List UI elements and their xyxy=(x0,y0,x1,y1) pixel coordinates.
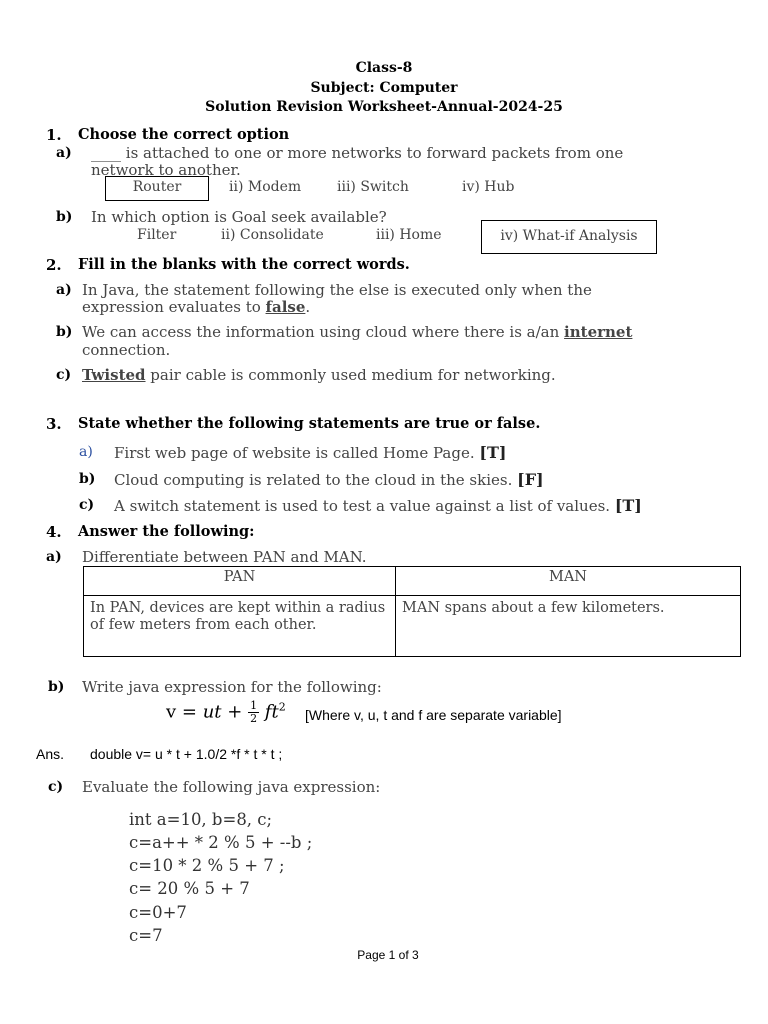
frac-num: 1 xyxy=(250,699,258,712)
q1b-option1: Filter xyxy=(137,227,177,243)
q1a-option4: iv) Hub xyxy=(462,179,515,195)
ans-label: Ans. xyxy=(36,746,65,762)
q1a-option2: ii) Modem xyxy=(229,179,302,195)
q2b-answer: internet xyxy=(564,323,633,341)
table-cell-man: MAN spans about a few kilometers. xyxy=(396,596,741,657)
q1a-text-line1: is attached to one or more networks to forward packets from one xyxy=(121,144,624,162)
q2a-line2 xyxy=(82,298,310,316)
formula-note: [Where v, u, t and f are separate variable] xyxy=(305,707,562,723)
q1b-option3: iii) Home xyxy=(376,227,442,243)
code-line-1: int a=10, b=8, c; xyxy=(129,810,273,829)
q1b-option4: iv) What-if Analysis xyxy=(500,228,638,244)
code-line-6: c=7 xyxy=(129,926,163,945)
q2b-pre: We can access the information using cloud where there is a/an xyxy=(82,323,565,341)
table-row xyxy=(84,596,741,657)
q1b-question: In which option is Goal seek available? xyxy=(91,208,387,226)
q1a-option-router-selected xyxy=(105,176,209,201)
q3b-line xyxy=(114,470,544,489)
q3a-label: a) xyxy=(79,444,93,460)
formula-lhs: v = xyxy=(166,701,203,723)
formula-ut: ut + xyxy=(202,701,249,723)
q3-title: State whether the following statements are true or false. xyxy=(78,415,541,432)
q2-title: Fill in the blanks with the correct words. xyxy=(78,256,410,273)
q4b-question: Write java expression for the following: xyxy=(82,678,382,696)
q2a-line1: In Java, the statement following the else is executed only when the xyxy=(82,281,592,299)
q1b-option-whatif-selected xyxy=(481,220,657,254)
q1-title: Choose the correct option xyxy=(78,126,290,143)
table-header-man: MAN xyxy=(396,567,741,596)
q4-number: 4. xyxy=(46,523,62,541)
q3a-text: First web page of website is called Home Page. xyxy=(114,444,480,462)
q2a-post: . xyxy=(305,298,311,316)
table-header-pan: PAN xyxy=(84,567,396,596)
q1a-question xyxy=(91,144,623,162)
q3b-text: Cloud computing is related to the cloud in the skies. xyxy=(114,471,518,489)
pan-man-table xyxy=(83,566,741,657)
q3c-label: c) xyxy=(79,497,95,513)
q1b-option2: ii) Consolidate xyxy=(221,227,324,243)
q2c-answer: Twisted xyxy=(82,366,146,384)
q2c-post: pair cable is commonly used medium for networking. xyxy=(145,366,556,384)
formula xyxy=(166,700,286,725)
page-number: Page 1 of 3 xyxy=(357,948,419,962)
q2a-pre: expression evaluates to xyxy=(82,298,266,316)
q4a-label: a) xyxy=(46,549,62,565)
q2a-answer: false xyxy=(265,298,306,316)
q3b-answer: [F] xyxy=(517,470,544,489)
code-line-4: c= 20 % 5 + 7 xyxy=(129,879,250,898)
q1a-text-line2: network to another. xyxy=(91,161,241,179)
formula-ft: ft xyxy=(264,701,279,723)
subject-heading: Subject: Computer xyxy=(310,80,458,96)
class-heading: Class-8 xyxy=(355,60,413,76)
q4b-label: b) xyxy=(48,679,65,695)
q3c-line xyxy=(114,496,642,515)
q2c-line xyxy=(82,366,556,384)
q2c-label: c) xyxy=(56,367,72,383)
q4c-label: c) xyxy=(48,779,64,795)
code-line-2: c=a++ * 2 % 5 + --b ; xyxy=(129,833,313,852)
q1a-label: a) xyxy=(56,145,72,161)
q4-title: Answer the following: xyxy=(78,523,255,540)
q1a-option1: Router xyxy=(132,179,182,195)
q3c-answer: [T] xyxy=(614,496,642,515)
q3a-answer: [T] xyxy=(479,443,507,462)
q1b-label: b) xyxy=(56,209,73,225)
code-line-3: c=10 * 2 % 5 + 7 ; xyxy=(129,856,285,875)
worksheet-title: Solution Revision Worksheet-Annual-2024-25 xyxy=(205,99,563,115)
q2b-line1 xyxy=(82,323,632,341)
q2b-label: b) xyxy=(56,324,73,340)
q4a-question: Differentiate between PAN and MAN. xyxy=(82,548,367,566)
q3c-text: A switch statement is used to test a value against a list of values. xyxy=(114,497,615,515)
formula-fraction xyxy=(248,700,259,725)
table-cell-pan: In PAN, devices are kept within a radius of few meters from each other. xyxy=(84,596,396,657)
q3a-line xyxy=(114,443,506,462)
q2a-label: a) xyxy=(56,282,72,298)
q3b-label: b) xyxy=(79,471,96,487)
q4c-question: Evaluate the following java expression: xyxy=(82,778,381,796)
q2b-line2: connection. xyxy=(82,341,171,359)
q1-number: 1. xyxy=(46,126,62,144)
q2-number: 2. xyxy=(46,256,62,274)
q3-number: 3. xyxy=(46,415,62,433)
frac-den: 2 xyxy=(250,712,258,725)
q1a-blank: ____ xyxy=(91,144,121,162)
q1a-option3: iii) Switch xyxy=(337,179,409,195)
ans-text: double v= u * t + 1.0/2 *f * t * t ; xyxy=(90,746,283,762)
formula-exponent: 2 xyxy=(278,700,286,714)
code-line-5: c=0+7 xyxy=(129,903,187,922)
